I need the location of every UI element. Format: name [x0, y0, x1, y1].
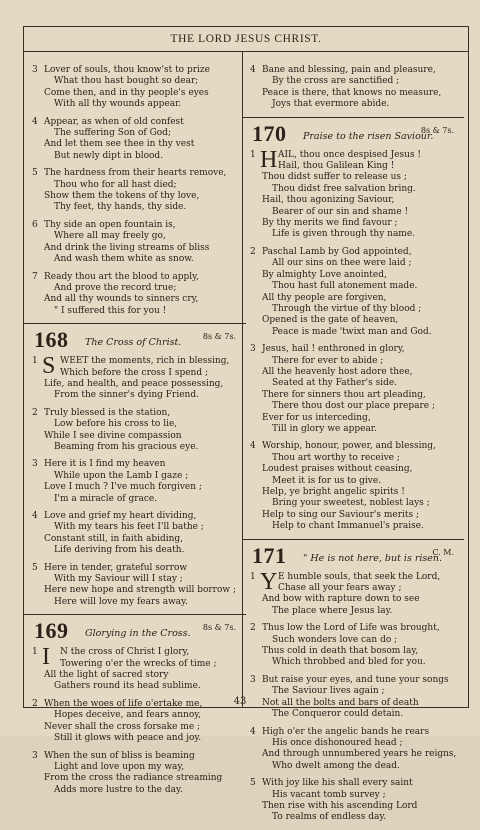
verse-line: Thus cold in death that bosom lay,	[262, 646, 419, 657]
stanza-number: 3	[250, 674, 256, 685]
stanza-number: 3	[32, 65, 38, 75]
hymn-heading	[30, 327, 240, 356]
page-frame	[23, 26, 469, 823]
verse-line: Thou art worthy to receive ;	[272, 452, 400, 463]
verse-line: 3 But raise your eyes, and tune your songs	[250, 674, 449, 685]
verse-line: The Saviour lives again ;	[272, 686, 385, 697]
verse-line: 1 N the cross of Christ I glory,	[32, 647, 190, 658]
verse-line: And all thy wounds to sinners cry,	[44, 294, 199, 305]
verse-line: 1 WEET the moments, rich in blessing,	[32, 356, 230, 367]
verse-line: Which throbbed and bled for you.	[272, 657, 426, 668]
stanza-number: 3	[250, 344, 256, 355]
verse-line: Here new hope and strength will borrow ;	[44, 585, 236, 596]
verse-line: Thou hast full atonement made.	[272, 281, 418, 292]
verse-line: What thou hast bought so dear;	[54, 76, 199, 87]
verse-line: Gathers round its head sublime.	[54, 681, 201, 692]
verse-line: 7 Ready thou art the blood to apply,	[32, 271, 199, 282]
verse-line: Never shall the cross forsake me ;	[44, 721, 201, 732]
verse-line: Seated at thy Father's side.	[272, 378, 398, 389]
verse-line: And wash them white as snow.	[54, 254, 194, 265]
stanza	[248, 65, 458, 111]
verse-line: Thou didst free salvation bring.	[272, 183, 416, 194]
verse-line: Which before the cross I spend ;	[60, 367, 208, 378]
hymn-meter: 8s & 7s.	[420, 125, 454, 135]
verse-line: Bring your sweetest, noblest lays ;	[272, 498, 430, 509]
verse-line: By the cross are sanctified ;	[272, 76, 400, 87]
hymn-heading	[248, 542, 458, 572]
verse-line: Thou who for all hast died;	[54, 179, 177, 190]
verse-line: Ever for us interceding,	[262, 412, 371, 423]
hymn-title: Praise to the risen Saviour.	[303, 130, 434, 142]
stanza-number: 4	[32, 511, 38, 521]
verse-line: Life deriving from his death.	[54, 545, 185, 556]
stanza	[248, 247, 458, 338]
verse-line: I'm a miracle of grace.	[54, 493, 158, 504]
page-number: 43	[233, 696, 247, 707]
stanza-number: 6	[32, 219, 38, 230]
hymn-heading	[248, 120, 458, 150]
verse-line: Joys that evermore abide.	[272, 99, 390, 110]
stanza	[30, 408, 240, 454]
verse-line: Help to chant Immanuel's praise.	[272, 521, 424, 532]
verse-line: Who dwelt among the dead.	[272, 760, 400, 771]
left-column	[30, 65, 240, 802]
verse-line: While upon the Lamb I gaze ;	[54, 470, 189, 481]
verse-line: All our sins on thee were laid ;	[272, 258, 412, 269]
verse-line: Through the virtue of thy blood ;	[272, 303, 422, 314]
hymn-number: 169	[34, 618, 69, 644]
stanza-number: 7	[32, 271, 38, 282]
verse-line: His once dishonoured head ;	[272, 737, 403, 748]
hymn	[248, 117, 458, 533]
verse-line: All the heavenly host adore thee,	[262, 366, 413, 377]
verse-line: Then rise with his ascending Lord	[262, 800, 418, 811]
verse-line: From the sinner's dying Friend.	[54, 390, 199, 401]
stanza-number: 5	[32, 168, 38, 179]
stanza	[248, 778, 458, 824]
verse-line: All thy people are forgiven,	[262, 292, 387, 303]
verse-line: From the cross the radiance streaming	[44, 773, 223, 784]
verse-line: The Conqueror could detain.	[272, 709, 404, 720]
drop-cap: Y	[260, 568, 278, 595]
stanza	[30, 459, 240, 505]
stanza-number: 4	[32, 116, 38, 127]
verse-line: There for sinners thou art pleading,	[262, 389, 426, 400]
verse-line: But newly dipt in blood.	[54, 150, 164, 161]
verse-line: And bow with rapture down to see	[262, 594, 420, 605]
verse-line: And prove the record true;	[54, 282, 177, 293]
verse-line: And drink the living streams of bliss	[44, 242, 210, 253]
verse-line: 3 Lover of souls, thou know'st to prize	[32, 65, 210, 75]
hymn-divider-rule	[24, 614, 246, 615]
verse-line: Hopes deceive, and fears annoy,	[54, 710, 202, 721]
stanza	[30, 168, 240, 214]
column-divider	[242, 52, 243, 708]
hymn-number: 170	[252, 120, 287, 146]
verse-line: 2 Paschal Lamb by God appointed,	[250, 246, 412, 257]
verse-line: Not all the bolts and bars of death	[262, 697, 419, 708]
stanza-number: 4	[250, 441, 256, 452]
verse-line: And through unnumbered years he reigns,	[262, 749, 457, 760]
hymn-meter: C. M.	[432, 547, 454, 557]
verse-line: 5 With joy like his shall every saint	[250, 778, 413, 789]
stanza	[30, 272, 240, 318]
hymn-divider-rule	[24, 323, 246, 324]
hymn	[248, 539, 458, 824]
stanza	[30, 644, 240, 693]
stanza-number: 2	[32, 407, 38, 418]
verse-line: Meet it is for us to give.	[272, 475, 382, 486]
drop-cap: H	[260, 146, 278, 173]
hymn-number: 168	[34, 327, 69, 353]
verse-line: 4 Bane and blessing, pain and pleasure,	[250, 65, 436, 75]
verse-line: Low before his cross to lie,	[54, 419, 178, 430]
hymn-heading	[30, 618, 240, 647]
stanza	[30, 751, 240, 797]
hymn-number: 171	[252, 542, 287, 568]
verse-line: 1 AIL, thou once despised Jesus !	[250, 149, 422, 160]
verse-line: By almighty Love anointed,	[262, 269, 387, 280]
stanza-number: 2	[32, 698, 38, 709]
verse-line: Till in glory we appear.	[272, 423, 377, 434]
verse-line: 2 Thus low the Lord of Life was brought,	[250, 623, 440, 634]
verse-line: Adds more lustre to the day.	[54, 784, 183, 795]
hymn-meter: 8s & 7s.	[202, 623, 236, 633]
drop-cap: I	[42, 644, 50, 671]
verse-line: Loudest praises without ceasing,	[262, 464, 413, 475]
verse-line: Still it glows with peace and joy.	[54, 733, 202, 744]
verse-line: Thy feet, thy hands, thy side.	[54, 202, 187, 213]
stanza-number: 1	[250, 149, 256, 160]
verse-line: There for ever to abide ;	[272, 355, 384, 366]
verse-line: Opened is the gate of heaven,	[262, 315, 399, 326]
hymn-title: The Cross of Christ.	[85, 337, 182, 349]
verse-line: 2 Truly blessed is the station,	[32, 407, 171, 418]
stanza	[30, 563, 240, 609]
stanza-number: 4	[250, 726, 256, 737]
verse-line: Chase all your fears away ;	[278, 583, 402, 594]
verse-line: 4 Worship, honour, power, and blessing,	[250, 441, 436, 452]
verse-line: 5 Here in tender, grateful sorrow	[32, 562, 188, 573]
verse-line: " I suffered this for you !	[54, 305, 167, 316]
verse-line: 2 When the woes of life o'ertake me,	[32, 698, 203, 709]
stanza-number: 4	[250, 65, 256, 75]
verse-line: Constant still, in faith abiding,	[44, 533, 184, 544]
verse-line: Hail, thou Galilean King !	[278, 161, 395, 172]
stanza-number: 5	[32, 562, 38, 573]
verse-line: 3 When the sun of bliss is beaming	[32, 750, 195, 761]
verse-line: Where all may freely go,	[54, 231, 166, 242]
verse-line: The place where Jesus lay.	[272, 605, 393, 616]
verse-line: To realms of endless day.	[272, 812, 387, 823]
stanza-number: 1	[32, 647, 38, 658]
stanza	[30, 511, 240, 557]
drop-cap: S	[42, 353, 56, 380]
running-header: THE LORD JESUS CHRIST.	[170, 33, 322, 45]
verse-line: Peace is there, that knows no measure,	[262, 87, 442, 98]
verse-line: With my Saviour will I stay ;	[54, 574, 183, 585]
stanza	[248, 568, 458, 618]
verse-line: 4 Love and grief my heart dividing,	[32, 511, 197, 521]
verse-line: Help, ye bright angelic spirits !	[262, 487, 405, 497]
verse-line: 5 The hardness from their hearts remove,	[32, 168, 227, 179]
verse-line: Life is given through thy name.	[272, 229, 416, 240]
verse-line: 6 Thy side an open fountain is,	[32, 219, 176, 230]
stanza-number: 2	[250, 623, 256, 634]
stanza-number: 3	[32, 750, 38, 761]
stanza-number: 1	[32, 356, 38, 367]
verse-line: Bearer of our sin and shame !	[272, 206, 409, 217]
hymn-title: " He is not here, but is risen.	[303, 552, 443, 564]
stanza-number: 1	[250, 571, 256, 582]
verse-line: Thou didst suffer to release us ;	[262, 172, 407, 183]
verse-line: 4 Appear, as when of old confest	[32, 116, 184, 127]
verse-line: Here will love my fears away.	[54, 596, 188, 607]
stanza	[30, 65, 240, 111]
verse-line: 3 Jesus, hail ! enthroned in glory,	[250, 344, 405, 355]
stanza	[248, 344, 458, 435]
verse-line: His vacant tomb survey ;	[272, 789, 386, 800]
verse-line: Beaming from his gracious eye.	[54, 441, 199, 452]
verse-line: Love I much ? I've much forgiven ;	[44, 482, 202, 493]
stanza	[248, 146, 458, 241]
hymn-divider-rule	[242, 539, 464, 540]
verse-line: By thy merits we find favour ;	[262, 218, 398, 229]
stanza	[248, 441, 458, 532]
verse-line: 3 Here it is I find my heaven	[32, 459, 166, 470]
stanza-number: 3	[32, 459, 38, 470]
verse-line: With all thy wounds appear.	[54, 99, 182, 110]
verse-line: Life, and health, and peace possessing,	[44, 378, 224, 389]
header-rule	[24, 51, 468, 52]
verse-line: The suffering Son of God;	[54, 128, 171, 139]
verse-line: All the light of sacred story	[44, 670, 169, 681]
stanza	[248, 727, 458, 773]
hymn-title: Glorying in the Cross.	[85, 628, 191, 640]
verse-line: 4 High o'er the angelic bands he rears	[250, 726, 430, 737]
verse-line: Show them the tokens of thy love,	[44, 191, 200, 202]
right-column	[248, 65, 458, 830]
verse-line: Help to sing our Saviour's merits ;	[262, 509, 419, 520]
verse-line: Come then, and in thy people's eyes	[44, 87, 209, 98]
verse-line: While I see divine compassion	[44, 430, 182, 441]
hymn	[30, 323, 240, 608]
stanza	[248, 623, 458, 669]
stanza	[30, 220, 240, 266]
verse-line: Peace is made 'twixt man and God.	[272, 326, 432, 337]
verse-line: Towering o'er the wrecks of time ;	[60, 658, 217, 669]
hymn-divider-rule	[242, 117, 464, 118]
stanza-number: 2	[250, 246, 256, 257]
hymn-meter: 8s & 7s.	[202, 332, 236, 342]
verse-line: And let them see thee in thy vest	[44, 139, 195, 150]
stanza	[30, 353, 240, 402]
stanza	[30, 117, 240, 163]
verse-line: There thou dost our place prepare ;	[272, 401, 436, 412]
verse-line: With my tears his feet I'll bathe ;	[54, 522, 204, 533]
verse-line: Hail, thou agonizing Saviour,	[262, 195, 395, 206]
verse-line: Light and love upon my way,	[54, 761, 185, 772]
verse-line: 1 E humble souls, that seek the Lord,	[250, 571, 441, 582]
stanza-number: 5	[250, 778, 256, 789]
verse-line: Such wonders love can do ;	[272, 634, 398, 645]
